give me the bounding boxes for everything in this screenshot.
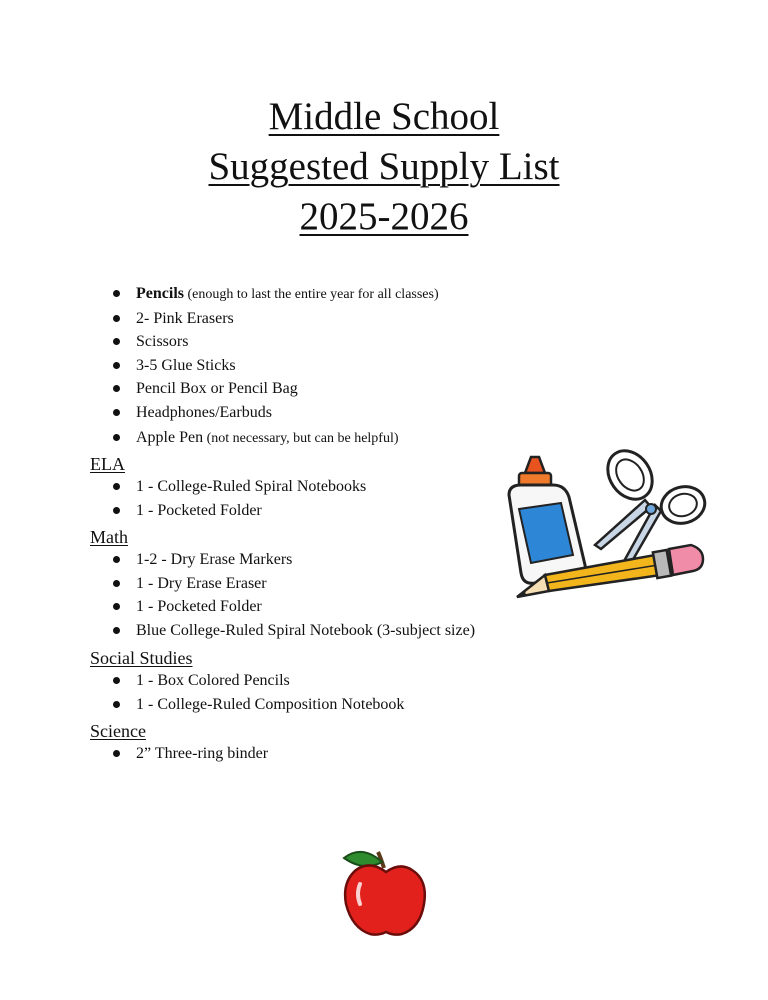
section-heading: Math — [90, 527, 128, 547]
title-line-2: Suggested Supply List — [208, 145, 560, 188]
item-text: Scissors — [136, 333, 189, 350]
section-heading: Social Studies — [90, 648, 193, 668]
list-item — [110, 307, 439, 331]
list-item: 1 - Box Colored Pencils — [110, 669, 404, 693]
list-item — [110, 426, 439, 451]
title-line-3: 2025-2026 — [299, 195, 469, 238]
section-science — [90, 720, 268, 766]
item-text: Headphones/Earbuds — [136, 403, 272, 421]
section-math — [90, 526, 475, 642]
apple-clipart-icon — [340, 846, 432, 938]
school-supplies-clipart-icon — [505, 445, 715, 610]
section-social-studies — [90, 647, 404, 716]
list-item: 1 - College-Ruled Composition Notebook — [110, 693, 404, 717]
list-item — [110, 330, 439, 354]
page-title — [0, 92, 768, 242]
item-bold: Pencils — [136, 285, 184, 302]
list-item: Blue College-Ruled Spiral Notebook (3-subject size) — [110, 619, 475, 643]
list-item: 1 - Pocketed Folder — [110, 595, 475, 619]
list-item: 1 - Dry Erase Eraser — [110, 572, 475, 596]
list-item: 1-2 - Dry Erase Markers — [110, 548, 475, 572]
item-text: 3-5 Glue Sticks — [136, 356, 236, 374]
item-text: Pencil Box or Pencil Bag — [136, 380, 298, 397]
list-item: 2” Three-ring binder — [110, 742, 268, 766]
section-heading: ELA — [90, 454, 125, 474]
item-note: (enough to last the entire year for all classes) — [184, 287, 439, 302]
title-line-1: Middle School — [268, 95, 500, 138]
section-ela — [90, 453, 366, 522]
list-item — [110, 377, 439, 401]
general-supply-list — [110, 282, 439, 451]
section-heading: Science — [90, 721, 146, 741]
list-item — [110, 282, 439, 307]
item-text: 2- Pink Erasers — [136, 309, 234, 327]
list-item: 1 - College-Ruled Spiral Notebooks — [110, 475, 366, 499]
list-item: 1 - Pocketed Folder — [110, 499, 366, 523]
item-note: (not necessary, but can be helpful) — [203, 431, 399, 446]
item-text: Apple Pen — [136, 429, 204, 446]
list-item — [110, 354, 439, 378]
list-item — [110, 401, 439, 425]
